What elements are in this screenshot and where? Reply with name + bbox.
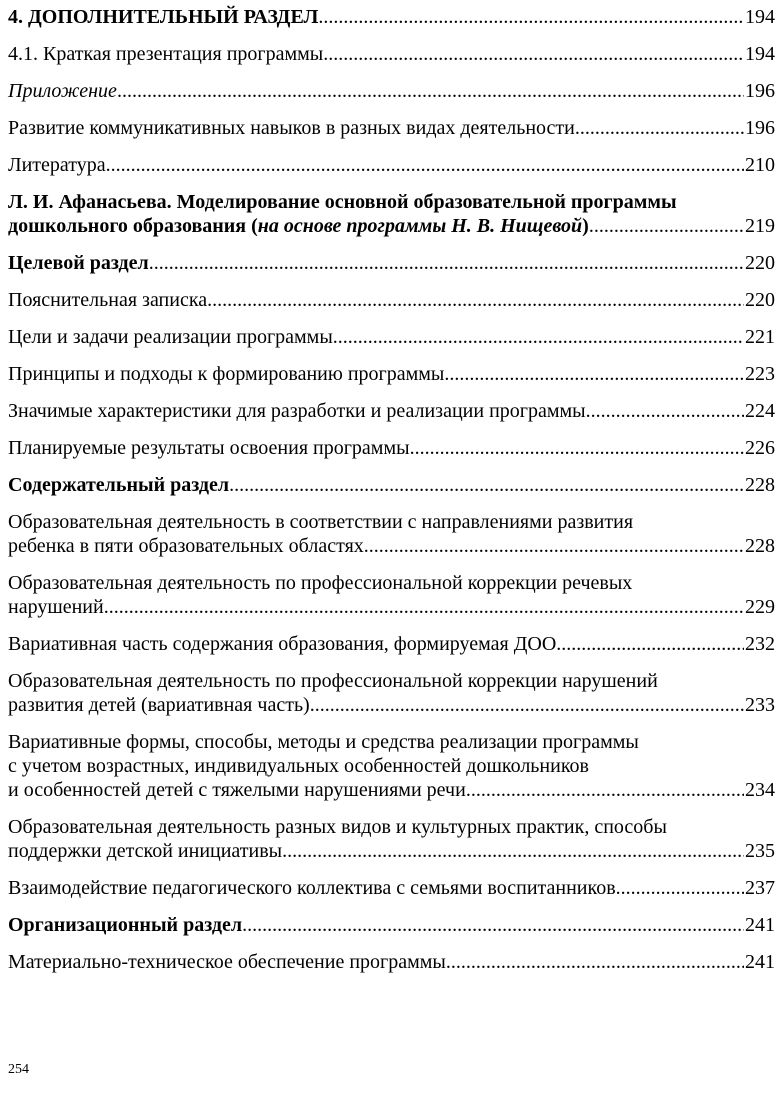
toc-entry-title-text: Литература [8,154,106,176]
dot-leader [410,436,744,460]
toc-entry [8,632,775,656]
toc-entry-leader-line [8,839,775,863]
toc-entry-page-number: 228 [745,535,775,557]
toc-entry-title-line [8,632,556,656]
dot-leader [242,913,744,937]
dot-leader [333,325,744,349]
dot-leader [444,362,744,386]
toc-entry [8,190,775,238]
toc-entry-title-text: Приложение [8,80,117,102]
toc-entry [8,362,775,386]
dot-leader [616,876,744,900]
toc-entry-page-number: 241 [745,951,775,973]
toc-entry-title-text: Планируемые результаты освоения программы [8,437,410,459]
toc-entry-title-line [8,288,207,312]
dot-leader [310,693,744,717]
toc-entry-title-line [8,116,575,140]
toc-entry-leader-line [8,325,775,349]
toc-entry-page-number: 194 [745,43,775,65]
toc-entry-title-line [8,399,586,423]
toc-entry-title-line [8,5,318,29]
toc-entry-page-number: 220 [745,289,775,311]
toc-entry-leader-line [8,693,775,717]
toc-entry [8,79,775,103]
toc-entry-title-text: Содержательный раздел [8,474,230,496]
toc-entry-title-line [8,950,446,974]
toc-entry [8,436,775,460]
toc-entry-title-text: поддержки детской инициативы [8,840,283,862]
toc-entry [8,42,775,66]
toc-entry-title-text: 4. ДОПОЛНИТЕЛЬНЫЙ РАЗДЕЛ [8,6,319,28]
toc-entry [8,913,775,937]
toc-entry-page-number: 229 [745,596,775,618]
toc-entry [8,473,775,497]
toc-entry-title-text: Развитие коммуникативных навыков в разных видах деятельности [8,117,575,139]
toc-entry [8,730,775,802]
toc-entry-title-text: Целевой раздел [8,252,149,274]
toc-entry-title-line [8,778,466,802]
toc-entry-leader-line [8,632,775,656]
dot-leader [149,251,744,275]
toc-entry-title-line [8,913,242,937]
toc-entry-title-text: Вариативная часть содержания образования, формируемая ДОО [8,633,557,655]
dot-leader [589,214,744,238]
toc-entry-leader-line [8,778,775,802]
toc-entry-title-text: Принципы и подходы к формированию программы [8,363,445,385]
dot-leader [207,288,744,312]
toc-entry-page-number: 194 [745,6,775,28]
toc-entry-leader-line [8,153,775,177]
toc-entry-leader-line [8,214,775,238]
toc-entry-leader-line [8,116,775,140]
dot-leader [323,42,744,66]
toc-entry-leader-line [8,436,775,460]
toc-entry-page-number: 232 [745,633,775,655]
dot-leader [556,632,744,656]
toc-entry [8,399,775,423]
toc-entry-leader-line [8,950,775,974]
toc-entry-leader-line [8,79,775,103]
toc-entry-leader-line [8,362,775,386]
toc-entry [8,288,775,312]
dot-leader [104,595,744,619]
toc-entry-title-line [8,693,310,717]
toc-entry-title-line [8,214,589,238]
dot-leader [106,153,744,177]
toc-entry-title-line: Л. И. Афанасьева. Моделирование основной образовательной программы [8,191,677,213]
toc-entry-leader-line [8,913,775,937]
toc-entry-title-line [8,325,333,349]
toc-entry-title-text: Организационный раздел [8,914,243,936]
toc-entry-page-number: 210 [745,154,775,176]
toc-entry-leader-line [8,876,775,900]
dot-leader [466,778,744,802]
toc-entry-title-line [8,534,364,558]
toc-entry-page-number: 237 [745,877,775,899]
toc-entry-title-text: дошкольного образования ( [8,215,258,237]
dot-leader [364,534,744,558]
toc-entry-title-line [8,473,229,497]
toc-entry-title-text: Цели и задачи реализации программы [8,326,333,348]
toc-entry-leader-line [8,42,775,66]
dot-leader [282,839,744,863]
toc-entry-leader-line [8,288,775,312]
toc-entry [8,510,775,558]
toc-entry-title-text: Значимые характеристики для разработки и реализации программы [8,400,586,422]
toc-entry-leader-line [8,399,775,423]
toc-entry-title-italic: на основе программы Н. В. Нищевой [257,215,583,237]
dot-leader [586,399,744,423]
toc-entry-title-text: Материально-техническое обеспечение программы [8,951,446,973]
toc-entry-page-number: 221 [745,326,775,348]
toc-entry-title-text: развития детей (вариативная часть) [8,694,310,716]
toc-entry-title-text: и особенностей детей с тяжелыми нарушениями речи [8,779,466,801]
dot-leader [446,950,744,974]
toc-entry [8,571,775,619]
dot-leader [318,5,744,29]
page-number: 254 [8,1062,29,1077]
toc-entry-title-line [8,839,282,863]
dot-leader [229,473,744,497]
toc-entry [8,325,775,349]
toc-entry-page-number: 241 [745,914,775,936]
toc-entry [8,251,775,275]
toc-entry-title-text: 4.1. Краткая презентация программы [8,43,324,65]
toc-entry-title-line [8,436,410,460]
toc-entry-title-line [8,251,149,275]
toc-entry-title-tail: ) [582,215,589,237]
toc-entry-title-line: Вариативные формы, способы, методы и средства реализации программы [8,731,639,753]
toc-entry-leader-line [8,473,775,497]
toc-entry-page-number: 219 [745,215,775,237]
toc-entry-title-line [8,79,117,103]
toc-entry-page-number: 223 [745,363,775,385]
toc-entry-leader-line [8,251,775,275]
toc-entry-title-text: нарушений [8,596,104,618]
toc-entry [8,950,775,974]
toc-entry [8,815,775,863]
toc-entry-title-line: с учетом возрастных, индивидуальных особенностей дошкольников [8,755,589,777]
toc-entry [8,669,775,717]
toc-entry-title-line [8,876,616,900]
toc-entry [8,876,775,900]
toc-entry-page-number: 235 [745,840,775,862]
toc-entry-title-line: Образовательная деятельность по профессиональной коррекции речевых [8,572,633,594]
toc-entry-page-number: 226 [745,437,775,459]
toc-entry-title-text: Пояснительная записка [8,289,208,311]
toc-entry-title-line: Образовательная деятельность разных видов и культурных практик, способы [8,816,667,838]
toc-entry [8,116,775,140]
toc-entry-leader-line [8,5,775,29]
toc-entry-title-line [8,362,444,386]
dot-leader [575,116,744,140]
toc-entry-leader-line [8,534,775,558]
toc-entry-page-number: 233 [745,694,775,716]
toc-entry-page-number: 234 [745,779,775,801]
toc-entry [8,153,775,177]
toc-entry-leader-line [8,595,775,619]
toc-entry-title-text: Взаимодействие педагогического коллектива с семьями воспитанников [8,877,616,899]
toc-entry-title-line [8,595,104,619]
toc-entry-title-text: ребенка в пяти образовательных областях [8,535,364,557]
dot-leader [117,79,744,103]
table-of-contents [8,0,775,987]
toc-entry-page-number: 224 [745,400,775,422]
toc-entry-title-line [8,42,323,66]
toc-entry-page-number: 220 [745,252,775,274]
toc-entry [8,5,775,29]
toc-entry-title-line: Образовательная деятельность в соответствии с направлениями развития [8,511,634,533]
toc-entry-title-line [8,153,106,177]
toc-entry-page-number: 196 [745,80,775,102]
toc-entry-page-number: 228 [745,474,775,496]
toc-entry-page-number: 196 [745,117,775,139]
toc-entry-title-line: Образовательная деятельность по профессиональной коррекции нарушений [8,670,658,692]
